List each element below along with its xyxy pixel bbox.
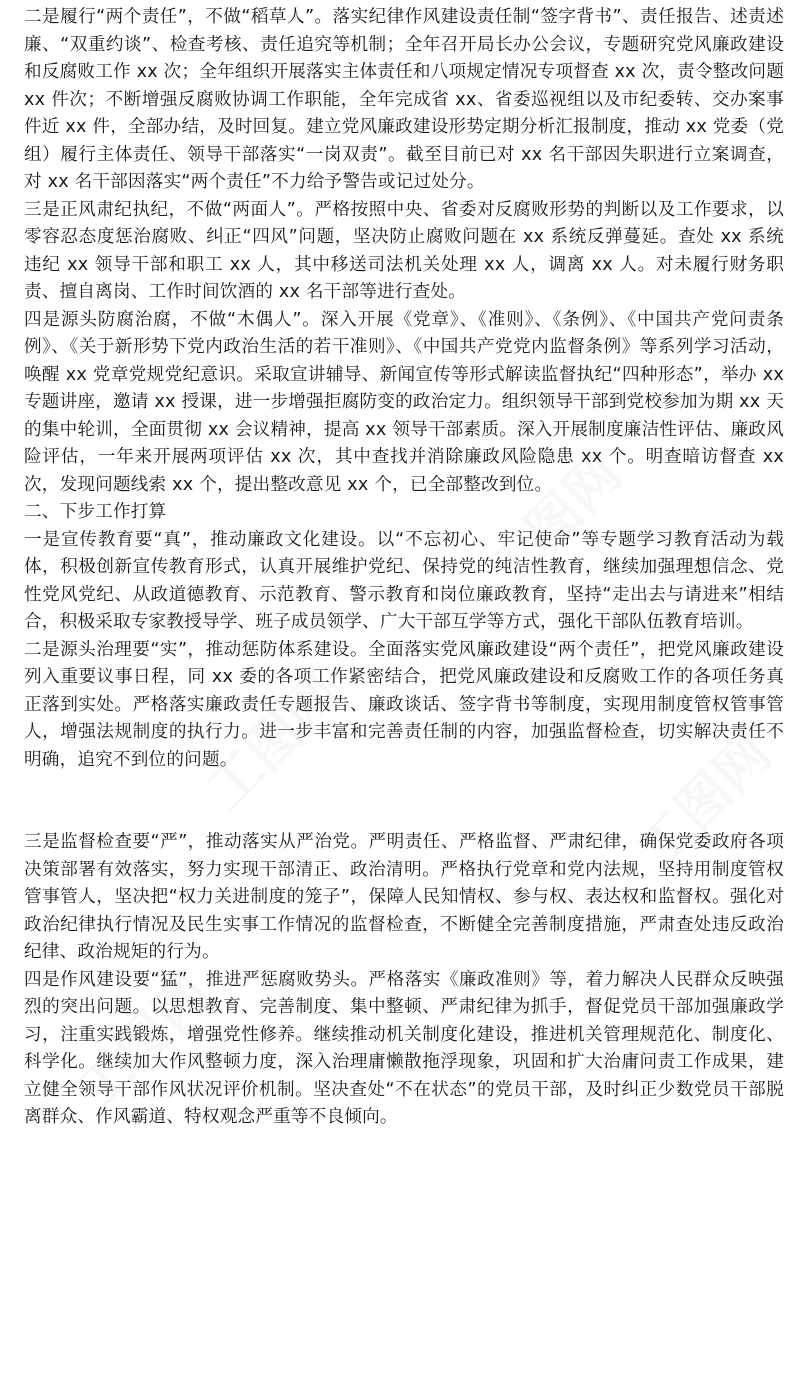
blank-gap (24, 774, 784, 829)
paragraph-prevention: 四是源头防腐治腐，不做“木偶人”。深入开展《党章》、《准则》、《条例》、《中国共产党问责条例》、《关于新形势下党内政治生活的若干准则》、《中国共产党党内监督条例》等系列学习活动，唤醒 xx 党章党规党纪意识。采取宣讲辅导、新闻宣传等形式解读监督执纪“四种形态”，举办 xx 专题讲座，邀请 xx 授课，进一步增强拒腐防变的政治定力。组织领导干部到党校参加为期 xx 天的集中轮训，全面贯彻 xx 会议精神，提高 xx 领导干部素质。深入开展制度廉洁性评估、廉政风险评估，一年来开展两项评估 xx 次，其中查找并消除廉政风险隐患 xx 个。明查暗访督查 xx 次，发现问题线索 xx 个，提出整改意见 xx 个，已全部整改到位。 (24, 309, 784, 495)
paragraph-discipline: 三是正风肃纪执纪，不做“两面人”。严格按照中央、省委对反腐败形势的判断以及工作要求，以零容忍态度惩治腐败、纠正“四风”问题，坚决防止腐败问题在 xx 系统反弹蔓延。查处 xx 系统违纪 xx 领导干部和职工 xx 人，其中移送司法机关处理 xx 人，调离 xx 人。对未履行财务职责、擅自离岗、工作时间饮酒的 xx 名干部等进行查处。 (24, 199, 784, 302)
paragraph-conduct-plan: 四是作风建设要“猛”，推进严惩腐败势头。严格落实《廉政准则》等，着力解决人民群众反映强烈的突出问题。以思想教育、完善制度、集中整顿、严肃纪律为抓手，督促党员干部加强廉政学习，注重实践锻炼，增强党性修养。继续推动机关制度化建设，推进机关管理规范化、制度化、科学化。继续加大作风整顿力度，深入治理庸懒散拖浮现象，巩固和扩大治庸问责工作成果，建立健全领导干部作风状况评价机制。坚决查处“不在状态”的党员干部，及时纠正少数党员干部脱离群众、作风霸道、特权观念严重等不良倾向。 (24, 969, 784, 1127)
watermark: 工图网 (194, 661, 354, 821)
watermark: 工图网 (64, 961, 224, 1121)
watermark: 工图网 (624, 721, 784, 881)
paragraph-education-plan: 一是宣传教育要“真”，推动廉政文化建设。以“不忘初心、牢记使命”等专题学习教育活动为载体，积极创新宣传教育形式，认真开展维护党纪、保持党的纯洁性教育，继续加强理想信念、党性党风党纪、从政道德教育、示范教育、警示教育和岗位廉政教育，坚持“走出去与请进来”相结合，积极采取专家教授导学、班子成员领学、广大干部互学等方式，强化干部队伍教育培训。 (24, 529, 784, 632)
paragraph-responsibility: 二是履行“两个责任”，不做“稻草人”。落实纪律作风建设责任制“签字背书”、责任报告、述责述廉、“双重约谈”、检查考核、责任追究等机制；全年召开局长办公会议，专题研究党风廉政建设和反腐败工作 xx 次；全年组织开展落实主体责任和八项规定情况专项督查 xx 次，责令整改问题 xx 件次；不断增强反腐败协调工作职能，全年完成省 xx、省委巡视组以及市纪委转、交办案事件近 xx 件，全部办结，及时回复。建立党风廉政建设形势定期分析汇报制度，推动 xx 党委（党组）履行主体责任、领导干部落实“一岗双责”。截至目前已对 xx 名干部因失职进行立案调查，对 xx 名干部因落实“两个责任”不力给予警告或记过处分。 (24, 7, 785, 192)
paragraph-supervision-plan: 三是监督检查要“严”，推动落实从严治党。严明责任、严格监督、严肃纪律，确保党委政府各项决策部署有效落实，努力实现干部清正、政治清明。严格执行党章和党内法规，坚持用制度管权管事管人，坚决把“权力关进制度的笼子”，保障人民知情权、参与权、表达权和监督权。强化对政治纪律执行情况及民生实事工作情况的监督检查，不断健全完善制度措施，严肃查处违反政治纪律、政治规矩的行为。 (24, 832, 784, 962)
paragraph-governance-plan: 二是源头治理要“实”，推动惩防体系建设。全面落实党风廉政建设“两个责任”，把党风廉政建设列入重要议事日程，同 xx 委的各项工作紧密结合，把党风廉政建设和反腐败工作的各项任务真正落到实处。严格落实廉政责任专题报告、廉政谈话、签字背书等制度，实现用制度管权管事管人，增强法规制度的执行力。进一步丰富和完善责任制的内容，加强监督检查，切实解决责任不明确，追究不到位的问题。 (24, 639, 784, 770)
document-body (24, 4, 784, 1132)
watermark: 工图网 (474, 441, 634, 601)
section-heading: 二、下步工作打算 (24, 502, 167, 522)
